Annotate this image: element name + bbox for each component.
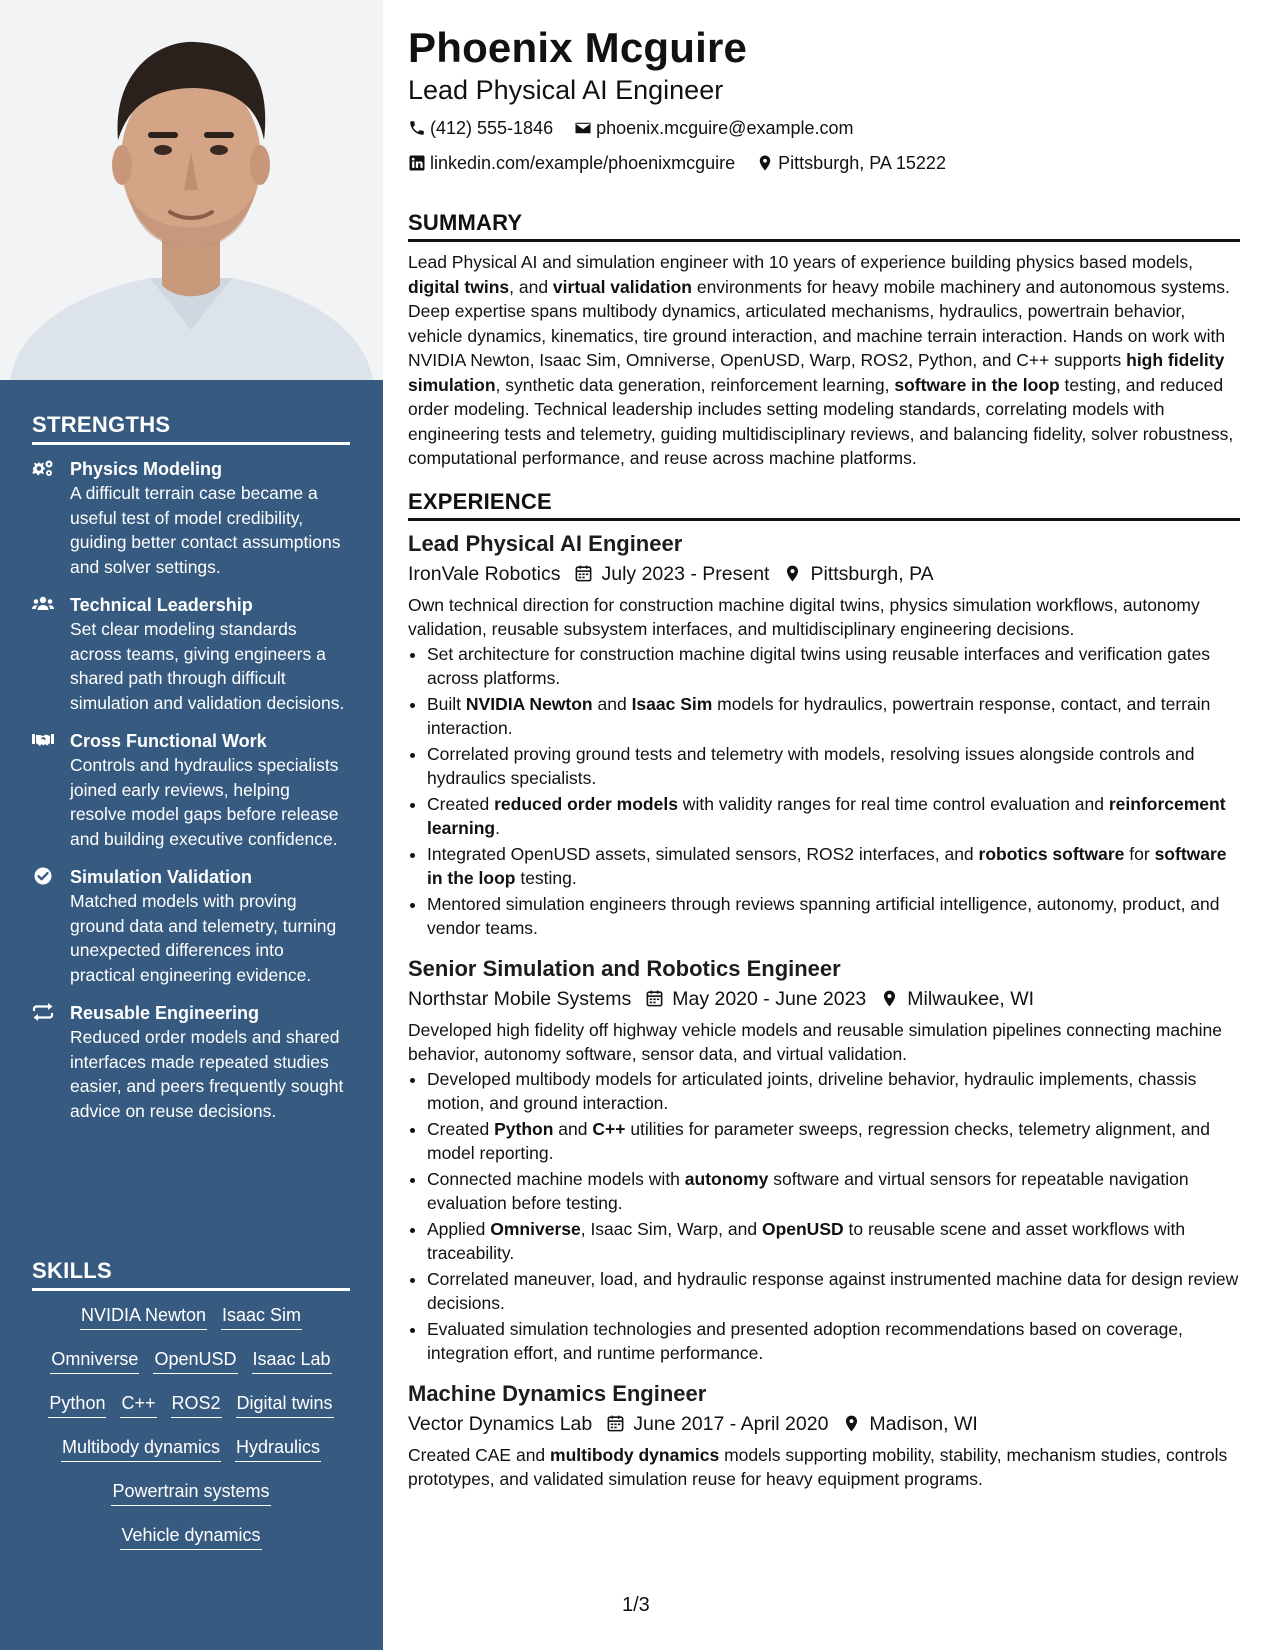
calendar-icon — [606, 1414, 625, 1433]
job-dates — [631, 984, 866, 1014]
calendar-icon — [574, 564, 593, 583]
job-title: Machine Dynamics Engineer — [408, 1380, 707, 1406]
job-bullet — [427, 742, 1240, 791]
skill-tag: Digital twins — [236, 1391, 334, 1418]
job-bullets — [408, 642, 1240, 941]
bold-text: C++ — [592, 1118, 626, 1139]
text-segment: Evaluated simulation technologies and presented adoption recommendations based on coverage, integration effort, and runtime performance. — [427, 1318, 1183, 1363]
job-entry — [408, 529, 1240, 948]
text-segment: Applied — [427, 1218, 491, 1239]
bold-text: Python — [494, 1118, 554, 1139]
text-segment: Created — [427, 1118, 495, 1139]
linkedin-icon — [408, 154, 426, 172]
skills-section — [32, 1258, 350, 1567]
text-segment: software and virtual sensors for repeatable navigation evaluation before testing. — [427, 1168, 1189, 1213]
text-segment: Created — [427, 793, 495, 814]
text-segment: testing, and reduced order modeling. Technical leadership includes setting modeling standards, correlating models with engineering tests and telemetry, guiding multidisciplinary reviews, and balancing fidelity, solver robustness, computational performance, and reuse across machine platforms. — [408, 374, 1234, 468]
job-dates — [560, 559, 769, 589]
bold-text: software in the loop — [894, 374, 1060, 395]
strengths-heading: STRENGTHS — [32, 412, 350, 445]
strength-text — [70, 593, 350, 715]
main-content — [408, 22, 1240, 1498]
strengths-section — [32, 412, 350, 1137]
bold-text: reduced order models — [494, 793, 678, 814]
company-name: IronVale Robotics — [408, 562, 561, 585]
job-bullet — [427, 1267, 1240, 1316]
skills-heading: SKILLS — [32, 1258, 350, 1291]
candidate-name: Phoenix Mcguire — [408, 24, 748, 71]
strength-description: Reduced order models and shared interfaces made repeated studies easier, and peers frequently sought advice on reuse decisions. — [70, 1027, 344, 1121]
job-dates-text: July 2023 - Present — [601, 562, 770, 585]
job-meta — [408, 984, 1240, 1014]
text-segment: models supporting mobility, stability, mechanism studies, controls prototypes, and validated simulation reuse for heavy equipment programs. — [408, 1444, 1228, 1489]
skill-tag: Powertrain systems — [111, 1479, 270, 1506]
skills-list — [32, 1303, 350, 1550]
linkedin-contact[interactable] — [408, 147, 735, 179]
strength-title: Reusable Engineering — [70, 1003, 260, 1023]
text-segment: . — [495, 818, 500, 838]
skill-tag: NVIDIA Newton — [80, 1303, 207, 1330]
bold-text: digital twins — [408, 276, 510, 297]
job-bullet — [427, 1117, 1240, 1166]
map-pin-icon — [880, 989, 899, 1008]
email-contact[interactable] — [574, 112, 853, 144]
skill-tag: Multibody dynamics — [61, 1435, 221, 1462]
page-number: 1/3 — [622, 1594, 650, 1616]
text-segment: and — [592, 693, 632, 714]
strength-icon-wrap — [32, 593, 70, 715]
bold-text: OpenUSD — [761, 1218, 844, 1239]
job-description: Developed high fidelity off highway vehicle models and reusable simulation pipelines connecting machine behavior, autonomy software, sensor data, and virtual validation. — [408, 1019, 1222, 1064]
envelope-icon — [574, 119, 592, 137]
skill-tag: C++ — [120, 1391, 156, 1418]
job-description: Own technical direction for construction machine digital twins, physics simulation workflows, autonomy validation, reusable subsystem interfaces, and multidisciplinary engineering decisions. — [408, 594, 1200, 639]
experience-list — [408, 529, 1240, 1498]
location-contact — [756, 147, 946, 179]
phone-contact[interactable] — [408, 112, 553, 144]
strength-title: Technical Leadership — [70, 595, 253, 615]
handshake-icon — [32, 731, 54, 749]
users-icon — [32, 595, 54, 613]
text-segment: for — [1124, 843, 1155, 864]
job-entry — [408, 954, 1240, 1373]
text-segment: and — [553, 1118, 593, 1139]
job-dates-text: May 2020 - June 2023 — [672, 987, 867, 1010]
strength-description: Matched models with proving ground data and telemetry, turning unexpected differences into practical engineering evidence. — [70, 891, 337, 985]
summary-heading: SUMMARY — [408, 210, 1240, 242]
bold-text: virtual validation — [552, 276, 692, 297]
bold-text: multibody dynamics — [550, 1444, 720, 1465]
job-bullet — [427, 692, 1240, 741]
job-location-text: Pittsburgh, PA — [810, 562, 934, 585]
strength-text — [70, 457, 350, 579]
sidebar — [0, 0, 383, 1650]
job-bullet — [427, 1317, 1240, 1366]
job-description — [408, 1443, 1240, 1492]
phone-icon — [408, 119, 426, 137]
job-meta — [408, 1409, 1240, 1439]
text-segment: Correlated proving ground tests and telemetry with models, resolving issues alongside controls and hydraulics specialists. — [427, 743, 1195, 788]
text-segment: Developed multibody models for articulated joints, driveline behavior, hydraulic implements, chassis motion, and ground interaction. — [427, 1068, 1197, 1113]
strength-text — [70, 865, 350, 987]
skill-tag: Isaac Lab — [252, 1347, 332, 1374]
strength-description: A difficult terrain case became a useful test of model credibility, guiding better contact assumptions and solver settings. — [70, 483, 341, 577]
location-text: Pittsburgh, PA 15222 — [778, 153, 946, 173]
job-location — [828, 1409, 977, 1439]
strength-description: Set clear modeling standards across teams, giving engineers a shared path through difficult simulation and validation decisions. — [70, 619, 345, 713]
job-dates — [592, 1409, 828, 1439]
job-bullets — [408, 1067, 1240, 1366]
gears-icon — [32, 459, 54, 477]
skill-row — [32, 1303, 350, 1330]
skill-row — [32, 1523, 350, 1550]
strength-text — [70, 1001, 350, 1123]
job-bullet — [427, 642, 1240, 691]
text-segment: Mentored simulation engineers through reviews spanning artificial intelligence, autonomy, product, and vendor teams. — [427, 893, 1220, 938]
contact-row-2 — [408, 147, 1240, 182]
text-segment: Integrated OpenUSD assets, simulated sensors, ROS2 interfaces, and — [427, 843, 979, 864]
contact-row-1 — [408, 112, 1240, 147]
job-bullet — [427, 1067, 1240, 1116]
strength-text — [70, 729, 350, 851]
skill-tag: Isaac Sim — [221, 1303, 302, 1330]
job-entry — [408, 1379, 1240, 1498]
strength-icon-wrap — [32, 457, 70, 579]
job-bullet — [427, 842, 1240, 891]
strength-title: Simulation Validation — [70, 867, 253, 887]
portrait-illustration — [0, 0, 383, 380]
text-segment: models for hydraulics, powertrain response, contact, and terrain interaction. — [427, 693, 1211, 738]
text-segment: Created CAE and — [408, 1444, 551, 1465]
bold-text: software in the loop — [427, 843, 1227, 888]
skill-tag: Vehicle dynamics — [120, 1523, 261, 1550]
repeat-icon — [32, 1003, 54, 1021]
map-pin-icon — [783, 564, 802, 583]
job-bullet — [427, 1167, 1240, 1216]
job-bullet — [427, 792, 1240, 841]
skill-tag: Omniverse — [50, 1347, 139, 1374]
text-segment: to reusable scene and asset workflows with traceability. — [427, 1218, 1186, 1263]
strength-item — [32, 1001, 350, 1123]
candidate-title: Lead Physical AI Engineer — [408, 75, 724, 105]
skill-row — [32, 1435, 350, 1462]
job-location-text: Madison, WI — [869, 1412, 978, 1435]
job-meta — [408, 559, 1240, 589]
job-title: Lead Physical AI Engineer — [408, 530, 683, 556]
linkedin-text: linkedin.com/example/phoenixmcguire — [430, 153, 736, 173]
job-location-text: Milwaukee, WI — [907, 987, 1035, 1010]
strength-icon-wrap — [32, 865, 70, 987]
strength-title: Cross Functional Work — [70, 731, 267, 751]
text-segment: Lead Physical AI and simulation engineer with 10 years of experience building physics based models, — [408, 252, 1194, 272]
text-segment: environments for heavy mobile machinery and autonomous systems. Deep expertise spans multibody dynamics, articulated mechanisms, hydraulics, powertrain behavior, vehicle dynamics, kinematics, tire ground interaction, and machine terrain interaction. Hands on work with NVIDIA Newton, Isaac Sim, Omniverse, OpenUSD, Warp, ROS2, Python, and C++ supports — [408, 276, 1230, 370]
skill-tag: Python — [48, 1391, 106, 1418]
bold-text: high fidelity simulation — [408, 350, 1225, 395]
text-segment: testing. — [515, 868, 577, 888]
map-pin-icon — [756, 154, 774, 172]
bold-text: robotics software — [978, 843, 1125, 864]
text-segment: , synthetic data generation, reinforcement learning, — [495, 374, 895, 395]
skill-tag: ROS2 — [171, 1391, 222, 1418]
strength-icon-wrap — [32, 1001, 70, 1123]
bold-text: reinforcement learning — [427, 793, 1226, 838]
skill-row — [32, 1391, 350, 1418]
email-text: phoenix.mcguire@example.com — [596, 118, 854, 138]
calendar-icon — [645, 989, 664, 1008]
strength-item — [32, 865, 350, 987]
phone-text: (412) 555-1846 — [430, 118, 554, 138]
profile-photo — [0, 0, 383, 380]
skill-row — [32, 1479, 350, 1506]
text-segment: Correlated maneuver, load, and hydraulic response against instrumented machine data for design review decisions. — [427, 1268, 1239, 1313]
text-segment: Built — [427, 693, 466, 714]
text-segment: , and — [509, 276, 553, 297]
strength-item — [32, 593, 350, 715]
skill-row — [32, 1347, 350, 1374]
company-name: Vector Dynamics Lab — [408, 1412, 593, 1435]
skill-tag: Hydraulics — [235, 1435, 321, 1462]
strength-description: Controls and hydraulics specialists joined early reviews, helping resolve model gaps before release and building executive confidence. — [70, 755, 339, 849]
job-bullet — [427, 892, 1240, 941]
strength-item — [32, 457, 350, 579]
company-name: Northstar Mobile Systems — [408, 987, 632, 1010]
job-bullet — [427, 1217, 1240, 1266]
job-dates-text: June 2017 - April 2020 — [633, 1412, 829, 1435]
check-circle-icon — [32, 867, 54, 885]
skill-tag: OpenUSD — [153, 1347, 237, 1374]
experience-heading: EXPERIENCE — [408, 489, 1240, 521]
text-segment: , Isaac Sim, Warp, and — [580, 1218, 762, 1239]
text-segment: Set architecture for construction machine digital twins using reusable interfaces and verification gates across platforms. — [427, 643, 1211, 688]
job-location — [866, 984, 1034, 1014]
summary-text — [408, 250, 1240, 471]
text-segment: with validity ranges for real time control evaluation and — [677, 793, 1109, 814]
bold-text: Omniverse — [490, 1218, 581, 1239]
strength-item — [32, 729, 350, 851]
bold-text: NVIDIA Newton — [465, 693, 593, 714]
job-title: Senior Simulation and Robotics Engineer — [408, 955, 841, 981]
job-location — [769, 559, 933, 589]
strengths-list — [32, 457, 350, 1123]
bold-text: autonomy — [684, 1168, 769, 1189]
text-segment: Connected machine models with — [427, 1168, 685, 1189]
text-segment: utilities for parameter sweeps, regression checks, telemetry alignment, and model reporting. — [427, 1118, 1211, 1163]
strength-icon-wrap — [32, 729, 70, 851]
strength-title: Physics Modeling — [70, 459, 223, 479]
bold-text: Isaac Sim — [631, 693, 713, 714]
map-pin-icon — [842, 1414, 861, 1433]
